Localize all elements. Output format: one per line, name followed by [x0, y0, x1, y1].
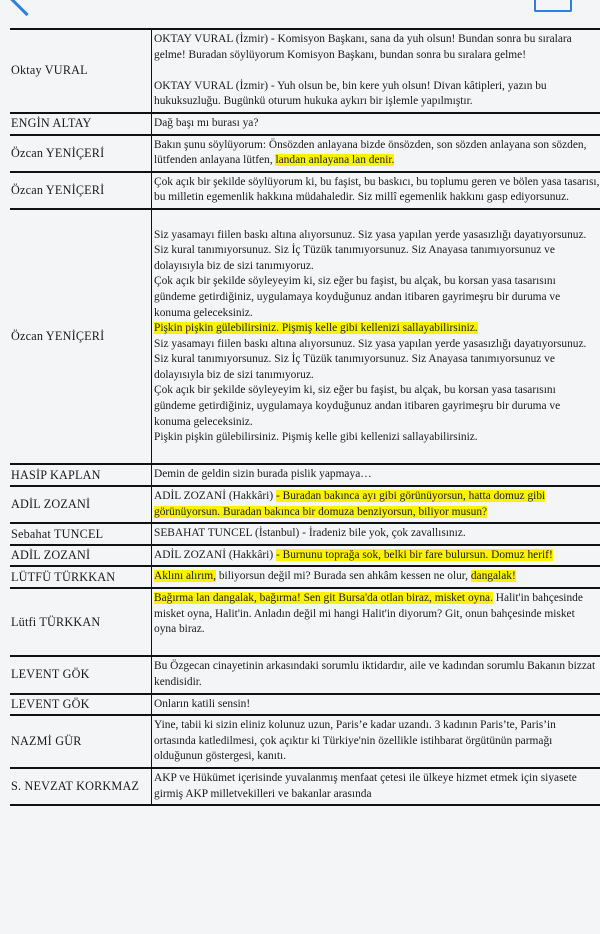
text-line — [154, 306, 600, 322]
text-segment: Pişkin pişkin gülebilirsiniz. Pişmiş kelle gibi kellenizi sallayabilirsiniz. — [154, 431, 478, 444]
text-line — [154, 94, 600, 110]
table-row — [10, 657, 600, 694]
text-line — [154, 138, 600, 154]
app-top-bar — [0, 0, 600, 14]
speaker-name: HASİP KAPLAN — [10, 465, 152, 485]
text-line — [154, 787, 600, 803]
text-segment: OKTAY VURAL (İzmir) - Yuh olsun be, bin kere yuh olsun! Divan kâtipleri, yazın bu — [154, 79, 547, 92]
speech-text — [152, 546, 600, 566]
speech-text — [152, 487, 600, 522]
text-segment: gündeme getirdiğiniz, uygulamaya koyduğunuz andan itibaren gayrimeşru bir duruma ve — [154, 290, 561, 303]
text-line — [154, 32, 600, 48]
speaker-name: Özcan YENİÇERİ — [10, 210, 152, 464]
text-segment: Siz yasamayı fiilen baskı altına alıyorsunuz. Siz yasa yapılan yerde yasasızlığı dayatıyorsunuz. — [154, 337, 587, 350]
text-line — [154, 274, 600, 290]
text-segment: oyna biraz. — [154, 623, 205, 636]
highlighted-text: landan anlayana lan denir. — [275, 154, 395, 167]
text-line — [154, 749, 600, 765]
text-segment: Onların katili sensin! — [154, 697, 251, 710]
text-line — [154, 622, 600, 638]
text-line — [154, 383, 600, 399]
highlighted-text: görünüyorsun. Buradan bakınca bir domuza benziyorsun, biliyor musun? — [154, 505, 488, 518]
speaker-name: Lütfi TÜRKKAN — [10, 589, 152, 655]
text-segment: Halit'in bahçesinde — [492, 592, 583, 604]
text-line — [154, 415, 600, 431]
highlighted-text: - Burnunu toprağa sok, belki bir fare bulursun. Domuz herif! — [275, 548, 553, 561]
highlighted-text: Bağırma lan dangalak, bağırma! Sen git Bursa'da otlan biraz, misket oyna. — [154, 592, 493, 604]
text-line — [154, 153, 600, 169]
table-row — [10, 114, 600, 136]
text-segment: ADİL ZOZANİ (Hakkâri) — [154, 490, 276, 503]
speaker-name: Özcan YENİÇERİ — [10, 173, 152, 208]
text-line — [154, 505, 600, 521]
speaker-name: ENGİN ALTAY — [10, 114, 152, 134]
highlighted-text: Aklını alırım, — [154, 570, 217, 583]
speaker-name: Sebahat TUNCEL — [10, 524, 152, 544]
text-segment: Bakın şunu söylüyorum: Önsözden anlayana bizde önsözden, son sözden anlayana son sözden, — [154, 138, 587, 151]
text-line — [154, 175, 600, 191]
text-segment: girmiş AKP milletvekilleri ve bakanlar arasında — [154, 787, 372, 800]
transcript-table — [10, 28, 600, 806]
text-segment: Çok açık bir şekilde söylüyorum ki, bu faşist, bu baskıcı, bu toplumu geren ve bölen yasa tasarısı, — [154, 175, 600, 188]
highlighted-text: - Buradan bakınca ayı gibi görünüyorsun, hatta domuz gibi — [275, 490, 546, 503]
speaker-name: LÜTFÜ TÜRKKAN — [10, 567, 152, 587]
share-icon[interactable] — [534, 0, 572, 12]
speaker-name: Oktay VURAL — [10, 30, 152, 112]
text-line — [154, 446, 600, 462]
text-segment: Yine, tabii ki sizin eliniz kolunuz uzun, Paris’e kadar uzandı. 3 kadının Paris’te, Paris’in — [154, 719, 556, 732]
text-line — [154, 48, 600, 64]
text-line — [154, 489, 600, 505]
text-line — [154, 569, 600, 585]
text-segment: gelme! Buradan söylüyorum Komisyon Başkanı, bundan sonra bu sıralara gelme! — [154, 48, 527, 61]
text-segment: misket oyna, Halit'in. Anladın değil mi hangi Halit'in diyorum? Git, onun bahçesinde misket — [154, 607, 575, 620]
text-segment: ortasında katledilmesi, çok açıktır ki Türkiye'nin özellikle istihbarat örgütünün parmağı — [154, 734, 553, 747]
text-line — [154, 259, 600, 275]
highlighted-text: dangalak! — [470, 570, 516, 583]
text-line — [154, 212, 600, 228]
text-line — [154, 526, 600, 542]
speech-text — [152, 524, 600, 544]
text-segment: kendisidir. — [154, 675, 202, 688]
table-row — [10, 465, 600, 487]
text-line — [154, 352, 600, 368]
table-row — [10, 173, 600, 210]
table-row — [10, 769, 600, 806]
highlighted-text: Pişkin pişkin gülebilirsiniz. Pişmiş kelle gibi kellenizi sallayabilirsiniz. — [154, 322, 478, 335]
speech-text — [152, 173, 600, 208]
text-segment: dolayısıyla biz de sizi tanımıyoruz. — [154, 259, 314, 272]
speech-text — [152, 210, 600, 464]
text-segment: Siz kural tanımıyorsunuz. Siz İç Tüzük tanımıyorsunuz. Siz Anayasa tanımıyorsunuz ve — [154, 244, 555, 257]
text-segment: OKTAY VURAL (İzmir) - Komisyon Başkanı, sana da yuh olsun! Bundan sonra bu sıralara — [154, 33, 572, 45]
text-line — [154, 337, 600, 353]
speaker-name: ADİL ZOZANİ — [10, 487, 152, 522]
speech-text — [152, 465, 600, 485]
text-line — [154, 607, 600, 623]
text-segment: gündeme getirdiğiniz, uygulamaya koyduğunuz andan itibaren gayrimeşru bir duruma ve — [154, 400, 561, 413]
table-row — [10, 695, 600, 717]
table-row — [10, 567, 600, 589]
back-arrow-icon[interactable] — [9, 0, 44, 16]
text-line — [154, 659, 600, 675]
text-line — [154, 368, 600, 384]
speaker-name: Özcan YENİÇERİ — [10, 136, 152, 171]
text-segment: biliyorsun değil mi? Burada sen ahkâm kessen ne olur, — [216, 570, 471, 583]
text-line — [154, 675, 600, 691]
speaker-name: ADİL ZOZANİ — [10, 546, 152, 566]
speech-text — [152, 567, 600, 587]
text-line — [154, 243, 600, 259]
speaker-name: S. NEVZAT KORKMAZ — [10, 769, 152, 804]
speech-text — [152, 695, 600, 715]
text-line — [154, 63, 600, 79]
text-line — [154, 79, 600, 95]
text-segment: Bu Özgecan cinayetinin arkasındaki sorumlu iktidardır, aile ve kadından sorumlu Bakanın bizzat — [154, 660, 596, 673]
speech-text — [152, 716, 600, 767]
text-segment: konuma geleceksiniz. — [154, 415, 253, 428]
table-row — [10, 30, 600, 114]
text-segment: Siz kural tanımıyorsunuz. Siz İç Tüzük tanımıyorsunuz. Siz Anayasa tanımıyorsunuz ve — [154, 353, 555, 366]
text-segment: Dağ başı mı burası ya? — [154, 116, 259, 129]
text-line — [154, 290, 600, 306]
text-segment: olduğunun göstergesi, kanıtı. — [154, 750, 287, 763]
text-line — [154, 718, 600, 734]
text-segment: lütfenden anlayana lütfen, — [154, 154, 276, 167]
table-row — [10, 210, 600, 466]
table-row — [10, 546, 600, 568]
text-segment: hukuksuzluğu. Bugünkü oturum hukuka aykırı bir işlemle yapılmıştır. — [154, 95, 473, 108]
table-row — [10, 487, 600, 524]
speech-text — [152, 114, 600, 134]
text-line — [154, 467, 600, 483]
speaker-name: LEVENT GÖK — [10, 695, 152, 715]
table-row — [10, 524, 600, 546]
speaker-name: LEVENT GÖK — [10, 657, 152, 692]
table-row — [10, 136, 600, 173]
text-line — [154, 697, 600, 713]
text-segment: Çok açık bir şekilde söyleyeyim ki, siz eğer bu faşist, bu alçak, bu korsan yasa tasarısını — [154, 275, 556, 288]
text-segment: dolayısıyla biz de sizi tanımıyoruz. — [154, 368, 314, 381]
text-segment: bu milletin egemenlik hakkına müdahaledir. Siz millî egemenlik hakkını gasp ediyorsunuz. — [154, 191, 570, 204]
table-row — [10, 716, 600, 769]
text-segment: Çok açık bir şekilde söyleyeyim ki, siz eğer bu faşist, bu alçak, bu korsan yasa tasarısını — [154, 384, 556, 397]
text-line — [154, 228, 600, 244]
text-line — [154, 116, 600, 132]
text-segment: ADİL ZOZANİ (Hakkâri) — [154, 548, 276, 561]
text-line — [154, 591, 600, 607]
text-line — [154, 771, 600, 787]
speech-text — [152, 136, 600, 171]
speaker-name: NAZMİ GÜR — [10, 716, 152, 767]
text-segment: Demin de geldin sizin burada pislik yapmaya… — [154, 468, 372, 481]
text-segment: AKP ve Hükümet içerisinde yuvalanmış menfaat çetesi ile ülkeye hizmet etmek için siyasete — [154, 771, 577, 784]
text-line — [154, 548, 600, 564]
text-line — [154, 734, 600, 750]
text-line — [154, 430, 600, 446]
text-segment: SEBAHAT TUNCEL (İstanbul) - İradeniz bile yok, çok zavallısınız. — [154, 527, 466, 540]
text-segment: konuma geleceksiniz. — [154, 306, 253, 319]
speech-text — [152, 657, 600, 692]
speech-text — [152, 769, 600, 804]
text-segment: Siz yasamayı fiilen baskı altına alıyorsunuz. Siz yasa yapılan yerde yasasızlığı dayatıyorsunuz. — [154, 228, 587, 241]
text-line — [154, 190, 600, 206]
text-line — [154, 399, 600, 415]
text-line — [154, 321, 600, 337]
table-row — [10, 589, 600, 657]
text-line — [154, 638, 600, 654]
speech-text — [152, 589, 600, 655]
speech-text — [152, 30, 600, 112]
